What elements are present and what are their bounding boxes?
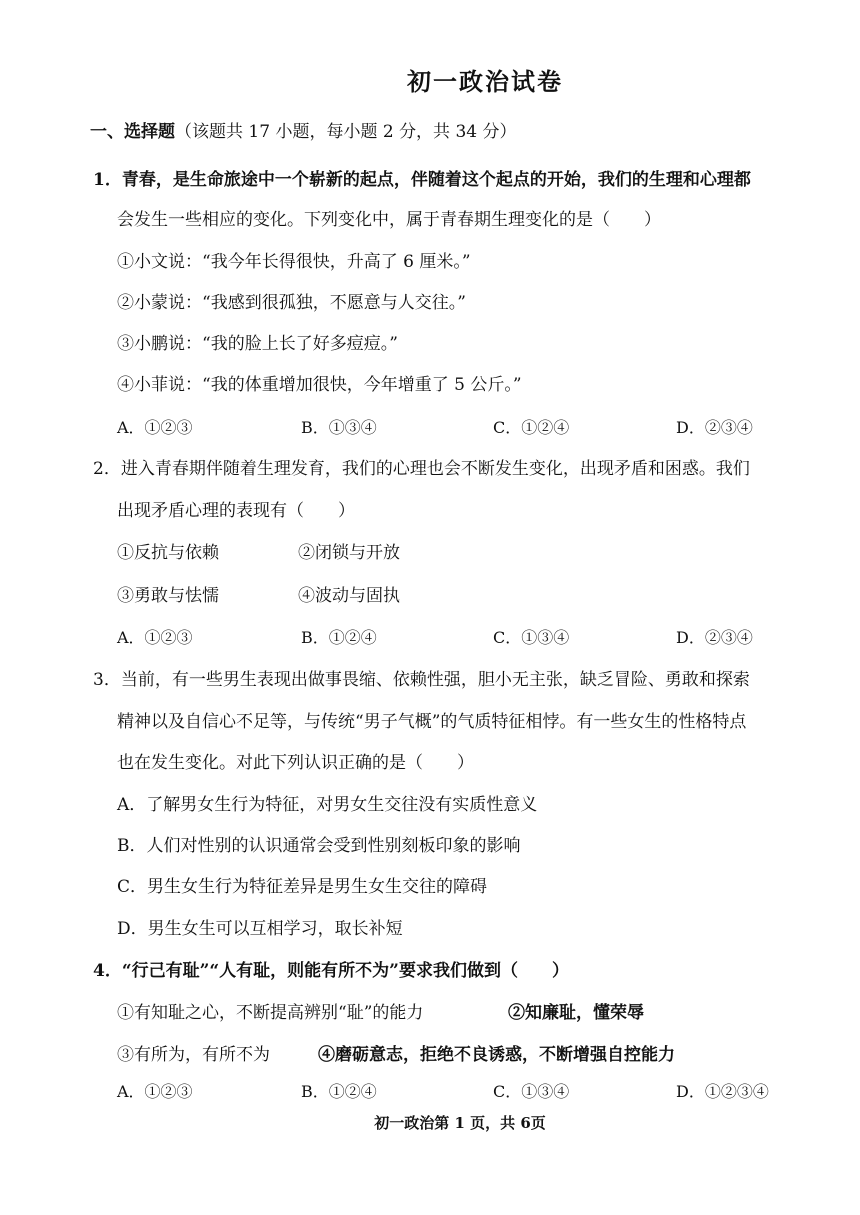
q1-stem-line2: 会发生一些相应的变化。下列变化中，属于青春期生理变化的是（ ） — [117, 210, 661, 230]
q2-item: ②闭锁与开放 — [298, 543, 400, 563]
q1-option-c: C．①②④ — [493, 418, 570, 437]
q1-option-a: A．①②③ — [117, 418, 193, 437]
section-label: 一、选择题 — [90, 122, 175, 142]
q4-option-c: C．①③④ — [493, 1082, 570, 1101]
q2-option-c: C．①③④ — [493, 628, 570, 647]
q2-stem-line2: 出现矛盾心理的表现有（ ） — [117, 501, 355, 521]
q1-item: ④小菲说：“我的体重增加很快，今年增重了 5 公斤。” — [117, 375, 522, 395]
q2-item: ①反抗与依赖 — [117, 543, 219, 563]
q3-choice-c: C．男生女生行为特征差异是男生女生交往的障碍 — [117, 877, 488, 897]
section-note: （该题共 17 小题，每小题 2 分，共 34 分） — [175, 122, 517, 142]
q2-stem-line1: 2．进入青春期伴随着生理发育，我们的心理也会不断发生变化，出现矛盾和困惑。我们 — [93, 459, 750, 479]
q2-option-b: B．①②④ — [301, 628, 377, 647]
q2-item: ④波动与固执 — [298, 586, 400, 606]
q1-item: ③小鹏说：“我的脸上长了好多痘痘。” — [117, 334, 398, 354]
q2-option-a: A．①②③ — [117, 628, 193, 647]
q3-choice-b: B．人们对性别的认识通常会受到性别刻板印象的影响 — [117, 836, 521, 856]
q4-item: ②知廉耻，懂荣辱 — [508, 1003, 644, 1023]
q4-item: ③有所为，有所不为 — [117, 1045, 270, 1065]
q1-option-b: B．①③④ — [301, 418, 377, 437]
q4-item: ④磨砺意志，拒绝不良诱惑，不断增强自控能力 — [318, 1045, 675, 1065]
q4-option-b: B．①②④ — [301, 1082, 377, 1101]
q3-choice-a: A．了解男女生行为特征，对男女生交往没有实质性意义 — [117, 795, 538, 815]
page-footer: 初一政治第 1 页，共 6页 — [374, 1114, 546, 1132]
q3-stem-line2: 精神以及自信心不足等，与传统“男子气概”的气质特征相悖。有一些女生的性格特点 — [117, 712, 747, 732]
q2-option-d: D．②③④ — [676, 628, 753, 647]
q3-stem-line3: 也在发生变化。对此下列认识正确的是（ ） — [117, 753, 474, 773]
q2-item: ③勇敢与怯懦 — [117, 586, 219, 606]
q1-item: ①小文说：“我今年长得很快，升高了 6 厘米。” — [117, 252, 471, 272]
q1-stem-line1: 1．青春，是生命旅途中一个崭新的起点，伴随着这个起点的开始，我们的生理和心理都 — [93, 170, 751, 190]
q1-option-d: D．②③④ — [676, 418, 753, 437]
page-title: 初一政治试卷 — [407, 67, 563, 96]
q1-item: ②小蒙说：“我感到很孤独，不愿意与人交往。” — [117, 293, 466, 313]
q4-item: ①有知耻之心，不断提高辨别“耻”的能力 — [117, 1003, 424, 1023]
q3-choice-d: D．男生女生可以互相学习，取长补短 — [117, 919, 403, 939]
section-heading — [90, 117, 517, 142]
q4-stem-line1: 4．“行己有耻”“人有耻，则能有所不为”要求我们做到（ ） — [93, 961, 569, 981]
q4-option-a: A．①②③ — [117, 1082, 193, 1101]
q3-stem-line1: 3．当前，有一些男生表现出做事畏缩、依赖性强，胆小无主张，缺乏冒险、勇敢和探索 — [93, 670, 750, 690]
q4-option-d: D．①②③④ — [676, 1082, 769, 1101]
